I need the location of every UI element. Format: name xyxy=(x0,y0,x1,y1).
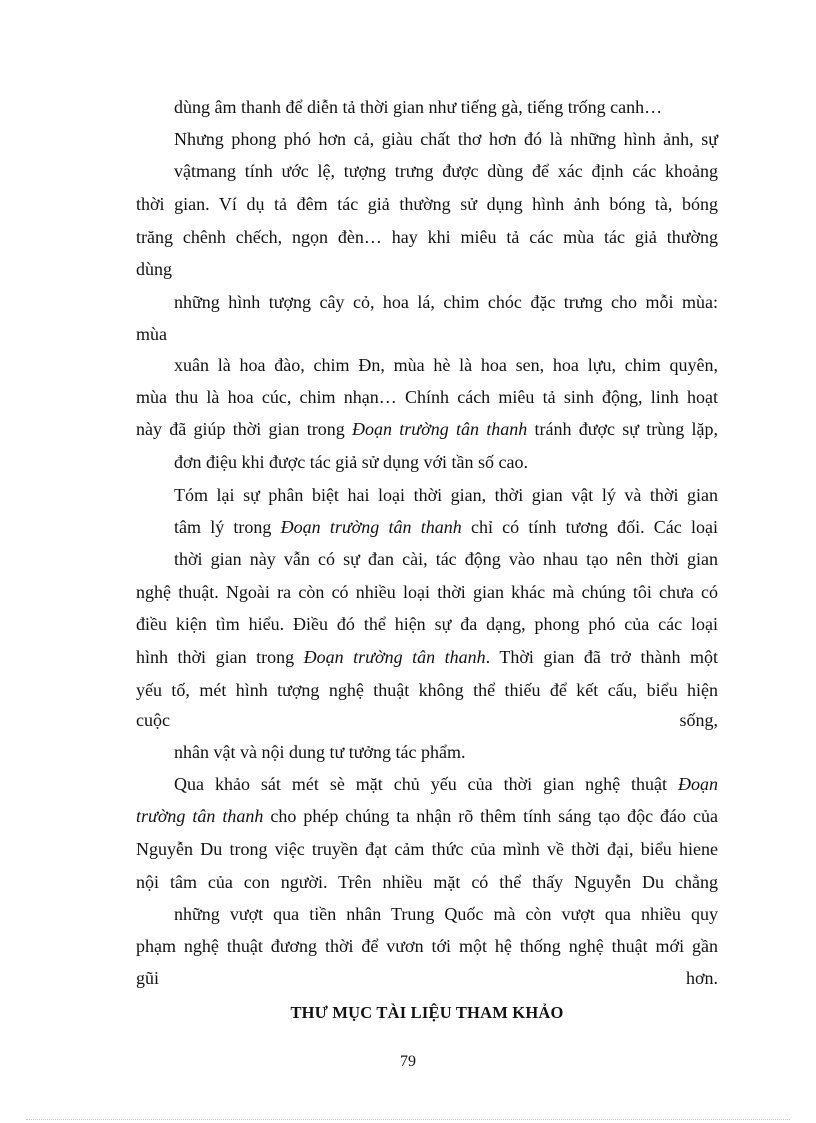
text-line: vậtmang tính ước lệ, tượng trưng được dùng để xác định các khoảng xyxy=(174,161,718,181)
text-line: thời gian. Ví dụ tả đêm tác giả thường sử dụng hình ảnh bóng tà, bóng xyxy=(136,194,718,214)
text-line: nội tâm của con người. Trên nhiều mặt có thể thấy Nguyễn Du chẳng xyxy=(136,872,718,892)
text-line: hình thời gian trong Đoạn trường tân thanh. Thời gian đã trở thành một xyxy=(136,647,718,667)
text-line: Nguyễn Du trong việc truyền đạt cảm thức của mình về thời đại, biểu hiene xyxy=(136,839,718,859)
text-line: yếu tố, mét hình tượng nghệ thuật không thể thiếu để kết cấu, biểu hiện xyxy=(136,680,718,700)
text-line: này đã giúp thời gian trong Đoạn trường tân thanh tránh được sự trùng lặp, xyxy=(136,419,718,439)
text-line: tâm lý trong Đoạn trường tân thanh chỉ có tính tương đối. Các loại xyxy=(174,517,718,537)
text-line: trăng chênh chếch, ngọn đèn… hay khi miêu tả các mùa tác giả thường xyxy=(136,227,718,247)
text-line: trường tân thanh cho phép chúng ta nhận rõ thêm tính sáng tạo độc đáo của xyxy=(136,806,718,826)
text-line: dùng xyxy=(136,259,172,279)
text-line: Qua khảo sát mét sè mặt chủ yếu của thời gian nghệ thuật Đoạn xyxy=(174,774,718,794)
text-line: xuân là hoa đào, chim Đn, mùa hè là hoa sen, hoa lựu, chim quyên, xyxy=(174,355,718,375)
text-line: mùa thu là hoa cúc, chim nhạn… Chính cách miêu tả sinh động, linh hoạt xyxy=(136,387,718,407)
text-line: đơn điệu khi được tác giả sử dụng với tần số cao. xyxy=(174,452,528,472)
text-line: cuộc sống, xyxy=(136,710,718,730)
text-line: nhân vật và nội dung tư tưởng tác phẩm. xyxy=(174,742,466,762)
text-line: gũi hơn. xyxy=(136,968,718,988)
text-line: những vượt qua tiền nhân Trung Quốc mà còn vượt qua nhiều quy xyxy=(174,904,718,924)
italic-title: Đoạn trường tân thanh xyxy=(303,647,486,667)
italic-title: Đoạn trường tân thanh xyxy=(352,419,528,439)
text-line: mùa xyxy=(136,324,167,344)
text-line: phạm nghệ thuật đương thời để vươn tới một hệ thống nghệ thuật mới gần xyxy=(136,936,718,956)
italic-title: Đoạn trường tân thanh xyxy=(280,517,462,537)
page-number: 79 xyxy=(400,1053,416,1070)
bibliography-heading: THƯ MỤC TÀI LIỆU THAM KHẢO xyxy=(290,1003,564,1022)
text-line: những hình tượng cây cỏ, hoa lá, chim chóc đặc trưng cho mỗi mùa: xyxy=(174,292,718,312)
text-line: dùng âm thanh để diễn tả thời gian như tiếng gà, tiếng trống canh… xyxy=(174,97,663,117)
italic-title: Đoạn xyxy=(678,774,718,794)
footer-divider xyxy=(26,1119,790,1120)
text-line: thời gian này vẫn có sự đan cài, tác động vào nhau tạo nên thời gian xyxy=(174,549,718,569)
text-line: Nhưng phong phó hơn cả, giàu chất thơ hơn đó là những hình ảnh, sự xyxy=(174,129,718,149)
text-line: nghệ thuật. Ngoài ra còn có nhiều loại thời gian khác mà chúng tôi chưa có xyxy=(136,582,718,602)
italic-title: trường tân thanh xyxy=(136,806,264,826)
text-line: Tóm lại sự phân biệt hai loại thời gian, thời gian vật lý và thời gian xyxy=(174,485,718,505)
text-line: điều kiện tìm hiểu. Điều đó thể hiện sự đa dạng, phong phó của các loại xyxy=(136,614,718,634)
